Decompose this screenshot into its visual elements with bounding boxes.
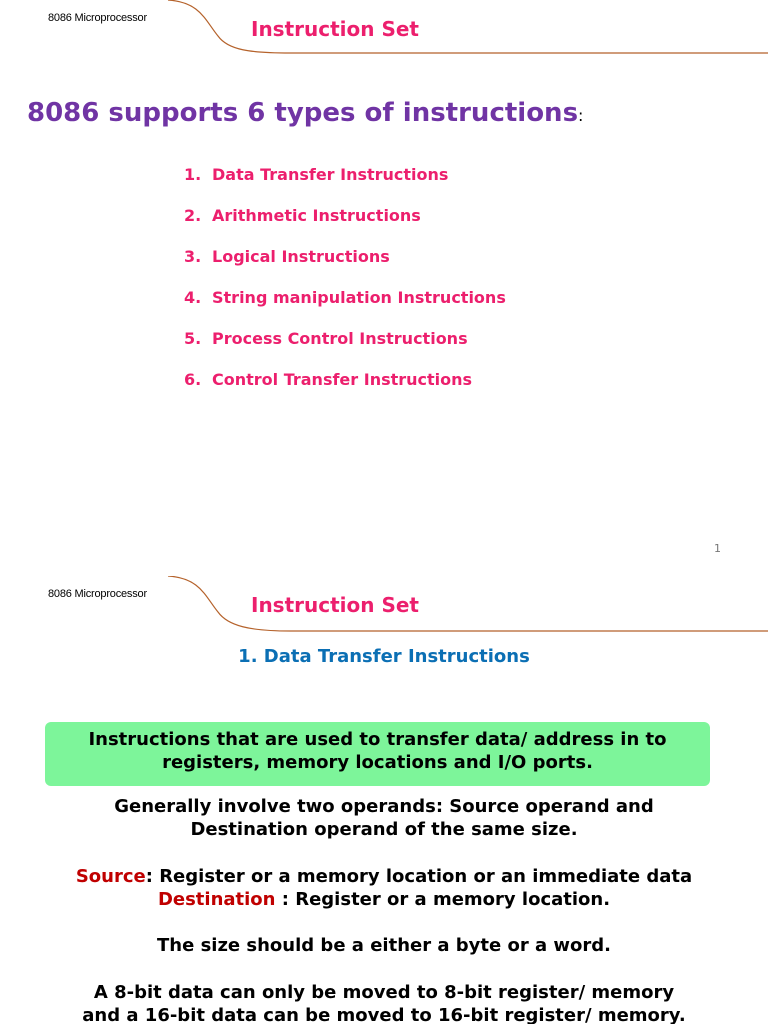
- list-item: [184, 328, 506, 369]
- size-paragraph: The size should be a either a byte or a word.: [157, 935, 611, 956]
- list-item-label: String manipulation Instructions: [212, 288, 506, 307]
- move-paragraph-line-2: and a 16-bit data can be moved to 16-bit register/ memory.: [82, 1005, 686, 1024]
- list-item: [184, 246, 506, 287]
- headline-text: 8086 supports 6 types of instructions: [27, 98, 579, 128]
- destination-text: : Register or a memory location.: [275, 889, 611, 910]
- section-subtitle: 1. Data Transfer Instructions: [238, 646, 530, 667]
- destination-line: [0, 888, 768, 911]
- source-line: [0, 865, 768, 888]
- list-item: [184, 287, 506, 328]
- source-text: : Register or a memory location or an immediate data: [145, 866, 693, 887]
- list-item-number: 4.: [184, 288, 202, 307]
- list-item-label: Logical Instructions: [212, 247, 390, 266]
- list-item-number: 1.: [184, 165, 202, 184]
- page-number: 1: [714, 542, 721, 555]
- list-item-label: Process Control Instructions: [212, 329, 468, 348]
- definition-box: Instructions that are used to transfer data/ address in to registers, memory locations and I/O ports.: [45, 722, 710, 786]
- list-item-number: 6.: [184, 370, 202, 389]
- move-paragraph-line-1: A 8-bit data can only be moved to 8-bit register/ memory: [93, 982, 675, 1003]
- list-item-label: Data Transfer Instructions: [212, 165, 449, 184]
- slide-title: Instruction Set: [251, 593, 419, 617]
- headline: [27, 98, 583, 128]
- header-label: 8086 Microprocessor: [48, 588, 147, 600]
- slide-title: Instruction Set: [251, 17, 419, 41]
- instruction-types-list: [184, 164, 506, 410]
- list-item: [184, 369, 506, 410]
- slide-2: [0, 576, 768, 1024]
- list-item-label: Arithmetic Instructions: [212, 206, 421, 225]
- headline-colon: :: [578, 106, 584, 125]
- list-item-number: 3.: [184, 247, 202, 266]
- list-item-number: 2.: [184, 206, 202, 225]
- list-item-label: Control Transfer Instructions: [212, 370, 473, 389]
- list-item-number: 5.: [184, 329, 202, 348]
- operands-paragraph: Generally involve two operands: Source operand and Destination operand of the same size.: [114, 796, 654, 840]
- list-item: [184, 164, 506, 205]
- header-label: 8086 Microprocessor: [48, 12, 147, 24]
- destination-label: Destination: [157, 889, 276, 910]
- list-item: [184, 205, 506, 246]
- source-label: Source: [75, 866, 146, 887]
